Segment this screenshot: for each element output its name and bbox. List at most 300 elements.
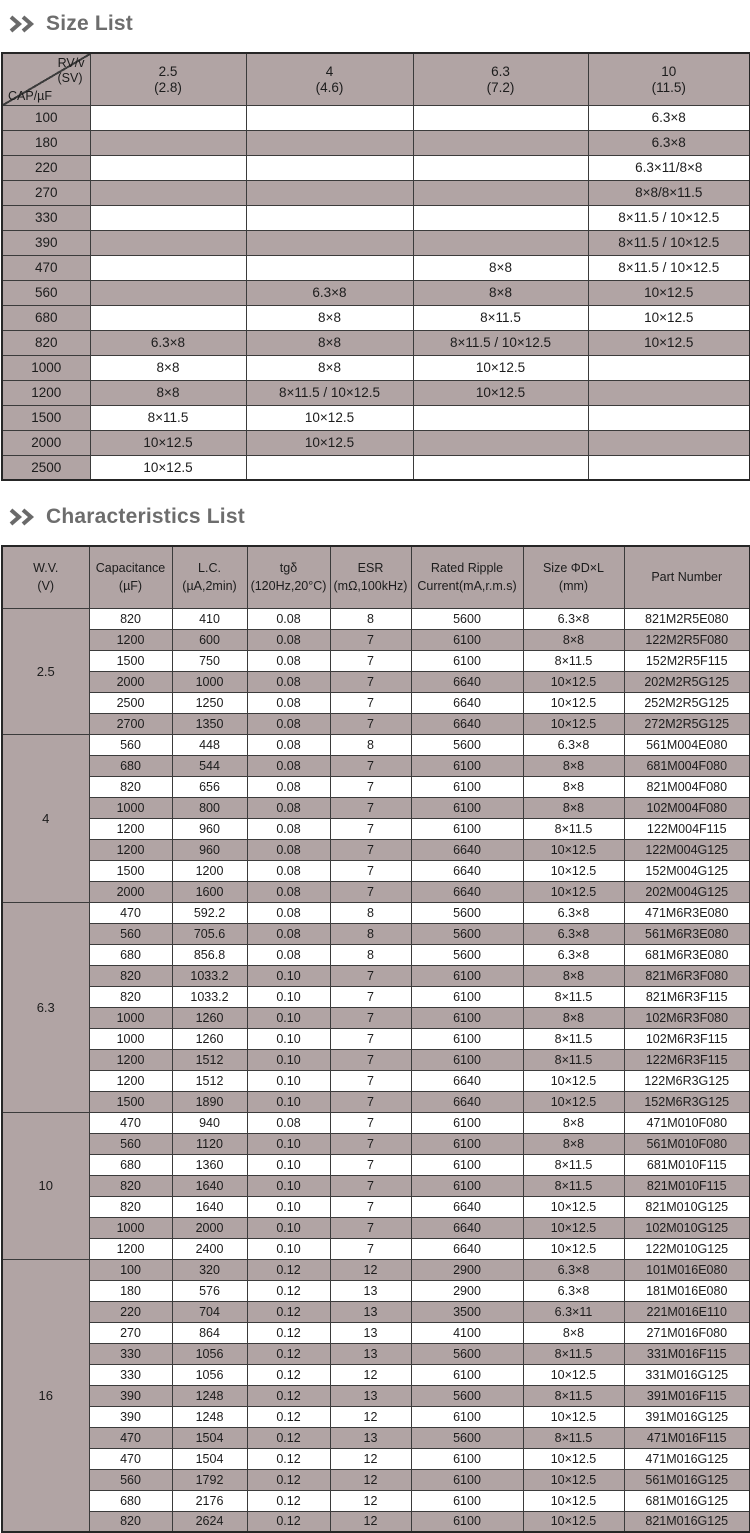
- case-size-cell: 6.3×8: [523, 734, 624, 755]
- esr-cell: 7: [330, 1049, 411, 1070]
- esr-cell: 8: [330, 923, 411, 944]
- esr-cell: 12: [330, 1490, 411, 1511]
- case-size-cell: 10×12.5: [523, 1490, 624, 1511]
- tgd-cell: 0.08: [247, 755, 330, 776]
- characteristics-table-row: [2, 1154, 750, 1175]
- ripple-current-cell: 6100: [411, 1469, 523, 1490]
- capacitance-cell: 1200: [89, 1049, 172, 1070]
- case-size-cell: 8×11.5: [523, 1385, 624, 1406]
- characteristics-table-row: [2, 1091, 750, 1112]
- col-header-part-number: Part Number: [624, 546, 750, 608]
- double-chevron-icon: [8, 508, 38, 526]
- capacitance-cell: 680: [89, 944, 172, 965]
- tgd-cell: 0.08: [247, 797, 330, 818]
- ripple-current-cell: 6640: [411, 1238, 523, 1259]
- case-size-cell: 10×12.5: [246, 430, 413, 455]
- esr-cell: 7: [330, 1154, 411, 1175]
- capacitance-cell: 2500: [89, 692, 172, 713]
- esr-cell: 7: [330, 650, 411, 671]
- ripple-current-cell: 6100: [411, 818, 523, 839]
- tgd-cell: 0.10: [247, 1238, 330, 1259]
- leakage-current-cell: 1640: [172, 1175, 247, 1196]
- wv-group-cell: 2.5: [2, 608, 89, 734]
- characteristics-table-row: [2, 1175, 750, 1196]
- case-size-cell: 8×11.5: [523, 1427, 624, 1448]
- capacitance-cell: 1200: [89, 818, 172, 839]
- leakage-current-cell: 2000: [172, 1217, 247, 1238]
- case-size-cell: 8×11.5 / 10×12.5: [246, 380, 413, 405]
- characteristics-table-row: [2, 797, 750, 818]
- case-size-cell: [413, 230, 588, 255]
- leakage-current-cell: 1120: [172, 1133, 247, 1154]
- characteristics-table-row: [2, 986, 750, 1007]
- case-size-cell: [246, 155, 413, 180]
- cap-row-header-cell: 2500: [2, 455, 90, 480]
- part-number-cell: 102M6R3F115: [624, 1028, 750, 1049]
- capacitance-cell: 1000: [89, 1007, 172, 1028]
- leakage-current-cell: 856.8: [172, 944, 247, 965]
- capacitance-cell: 1200: [89, 839, 172, 860]
- case-size-cell: 8×8: [523, 629, 624, 650]
- part-number-cell: 102M010G125: [624, 1217, 750, 1238]
- characteristics-table-row: [2, 1301, 750, 1322]
- size-table-row: [2, 130, 750, 155]
- esr-cell: 7: [330, 986, 411, 1007]
- leakage-current-cell: 592.2: [172, 902, 247, 923]
- size-table-row: [2, 380, 750, 405]
- leakage-current-cell: 320: [172, 1259, 247, 1280]
- ripple-current-cell: 6100: [411, 1154, 523, 1175]
- tgd-cell: 0.08: [247, 860, 330, 881]
- case-size-cell: 10×12.5: [588, 330, 750, 355]
- case-size-cell: 8×11.5: [523, 1154, 624, 1175]
- part-number-cell: 252M2R5G125: [624, 692, 750, 713]
- cap-row-header-cell: 470: [2, 255, 90, 280]
- characteristics-table-row: [2, 776, 750, 797]
- tgd-cell: 0.08: [247, 776, 330, 797]
- leakage-current-cell: 800: [172, 797, 247, 818]
- characteristics-table-row: [2, 1322, 750, 1343]
- case-size-cell: [90, 205, 246, 230]
- case-size-cell: 10×12.5: [523, 1448, 624, 1469]
- cap-row-header-cell: 330: [2, 205, 90, 230]
- case-size-cell: [588, 430, 750, 455]
- ripple-current-cell: 6100: [411, 650, 523, 671]
- characteristics-table-row: [2, 1196, 750, 1217]
- esr-cell: 12: [330, 1511, 411, 1532]
- leakage-current-cell: 1504: [172, 1427, 247, 1448]
- capacitance-cell: 2700: [89, 713, 172, 734]
- leakage-current-cell: 2624: [172, 1511, 247, 1532]
- corner-sv-label: (SV): [57, 71, 83, 85]
- characteristics-table-row: [2, 734, 750, 755]
- tgd-cell: 0.08: [247, 944, 330, 965]
- part-number-cell: 331M016G125: [624, 1364, 750, 1385]
- tgd-cell: 0.08: [247, 818, 330, 839]
- tgd-cell: 0.10: [247, 965, 330, 986]
- case-size-cell: 6.3×8: [246, 280, 413, 305]
- leakage-current-cell: 1640: [172, 1196, 247, 1217]
- tgd-cell: 0.12: [247, 1364, 330, 1385]
- esr-cell: 13: [330, 1280, 411, 1301]
- capacitance-cell: 820: [89, 986, 172, 1007]
- part-number-cell: 821M004F080: [624, 776, 750, 797]
- tgd-cell: 0.08: [247, 1112, 330, 1133]
- esr-cell: 8: [330, 608, 411, 629]
- part-number-cell: 122M004F115: [624, 818, 750, 839]
- case-size-cell: 10×12.5: [523, 1406, 624, 1427]
- case-size-cell: 8×11.5: [523, 1028, 624, 1049]
- tgd-cell: 0.10: [247, 1175, 330, 1196]
- capacitance-cell: 820: [89, 965, 172, 986]
- capacitance-cell: 1500: [89, 860, 172, 881]
- case-size-cell: 10×12.5: [523, 1364, 624, 1385]
- part-number-cell: 391M016F115: [624, 1385, 750, 1406]
- case-size-cell: 8×11.5: [413, 305, 588, 330]
- case-size-cell: 6.3×8: [523, 608, 624, 629]
- col-header-lc: L.C. (µA,2min): [172, 546, 247, 608]
- case-size-cell: [246, 105, 413, 130]
- leakage-current-cell: 1056: [172, 1343, 247, 1364]
- case-size-cell: [90, 255, 246, 280]
- tgd-cell: 0.12: [247, 1385, 330, 1406]
- case-size-cell: 6.3×8: [523, 923, 624, 944]
- part-number-cell: 391M016G125: [624, 1406, 750, 1427]
- size-table-row: [2, 255, 750, 280]
- ripple-current-cell: 6640: [411, 839, 523, 860]
- leakage-current-cell: 704: [172, 1301, 247, 1322]
- ripple-current-cell: 6100: [411, 1133, 523, 1154]
- tgd-cell: 0.12: [247, 1301, 330, 1322]
- tgd-cell: 0.10: [247, 1154, 330, 1175]
- case-size-cell: 10×12.5: [588, 280, 750, 305]
- part-number-cell: 561M016G125: [624, 1469, 750, 1490]
- esr-cell: 12: [330, 1259, 411, 1280]
- characteristics-table-body: [2, 608, 750, 1532]
- case-size-cell: 8×8: [523, 1322, 624, 1343]
- characteristics-table-row: [2, 1259, 750, 1280]
- size-table-row: [2, 155, 750, 180]
- size-header-row: [2, 53, 750, 105]
- case-size-cell: [90, 280, 246, 305]
- case-size-cell: 8×11.5: [523, 1175, 624, 1196]
- case-size-cell: [413, 430, 588, 455]
- corner-rv-label: RV/v: [57, 56, 85, 70]
- tgd-cell: 0.12: [247, 1490, 330, 1511]
- case-size-cell: 6.3×8: [90, 330, 246, 355]
- part-number-cell: 821M6R3F080: [624, 965, 750, 986]
- wv-group-cell: 10: [2, 1112, 89, 1259]
- case-size-cell: 8×11.5: [523, 1049, 624, 1070]
- esr-cell: 7: [330, 1175, 411, 1196]
- esr-cell: 7: [330, 1091, 411, 1112]
- esr-cell: 13: [330, 1322, 411, 1343]
- ripple-current-cell: 6640: [411, 1091, 523, 1112]
- tgd-cell: 0.10: [247, 1028, 330, 1049]
- ripple-current-cell: 6100: [411, 1448, 523, 1469]
- case-size-cell: 10×12.5: [523, 860, 624, 881]
- tgd-cell: 0.12: [247, 1511, 330, 1532]
- cap-row-header-cell: 1000: [2, 355, 90, 380]
- leakage-current-cell: 1360: [172, 1154, 247, 1175]
- case-size-cell: 10×12.5: [523, 1469, 624, 1490]
- case-size-cell: 6.3×8: [523, 1280, 624, 1301]
- characteristics-table-row: [2, 839, 750, 860]
- case-size-cell: [90, 155, 246, 180]
- capacitance-cell: 470: [89, 902, 172, 923]
- case-size-cell: [588, 355, 750, 380]
- ripple-current-cell: 5600: [411, 944, 523, 965]
- leakage-current-cell: 1260: [172, 1028, 247, 1049]
- esr-cell: 7: [330, 1238, 411, 1259]
- part-number-cell: 272M2R5G125: [624, 713, 750, 734]
- esr-cell: 8: [330, 734, 411, 755]
- ripple-current-cell: 6100: [411, 776, 523, 797]
- voltage-col-header-4: 4 (4.6): [246, 53, 413, 105]
- cap-row-header-cell: 680: [2, 305, 90, 330]
- tgd-cell: 0.12: [247, 1448, 330, 1469]
- case-size-cell: 8×8: [523, 1133, 624, 1154]
- characteristics-table-row: [2, 1217, 750, 1238]
- leakage-current-cell: 1512: [172, 1049, 247, 1070]
- part-number-cell: 152M6R3G125: [624, 1091, 750, 1112]
- case-size-cell: 6.3×8: [523, 902, 624, 923]
- characteristics-table-row: [2, 1427, 750, 1448]
- size-table-row: [2, 455, 750, 480]
- esr-cell: 7: [330, 965, 411, 986]
- ripple-current-cell: 6100: [411, 797, 523, 818]
- esr-cell: 7: [330, 860, 411, 881]
- esr-cell: 12: [330, 1448, 411, 1469]
- capacitance-cell: 2000: [89, 881, 172, 902]
- case-size-cell: 8×8: [246, 355, 413, 380]
- cap-row-header-cell: 820: [2, 330, 90, 355]
- ripple-current-cell: 6640: [411, 1196, 523, 1217]
- leakage-current-cell: 940: [172, 1112, 247, 1133]
- cap-row-header-cell: 2000: [2, 430, 90, 455]
- case-size-cell: 10×12.5: [588, 305, 750, 330]
- leakage-current-cell: 1033.2: [172, 986, 247, 1007]
- leakage-current-cell: 750: [172, 650, 247, 671]
- tgd-cell: 0.08: [247, 650, 330, 671]
- esr-cell: 7: [330, 755, 411, 776]
- ripple-current-cell: 6640: [411, 671, 523, 692]
- esr-cell: 13: [330, 1301, 411, 1322]
- characteristics-table-row: [2, 629, 750, 650]
- capacitance-cell: 820: [89, 1175, 172, 1196]
- characteristics-table-row: [2, 923, 750, 944]
- case-size-cell: [246, 455, 413, 480]
- case-size-cell: 8×11.5 / 10×12.5: [588, 255, 750, 280]
- case-size-cell: 8×11.5: [523, 650, 624, 671]
- leakage-current-cell: 2176: [172, 1490, 247, 1511]
- capacitance-cell: 1000: [89, 1028, 172, 1049]
- part-number-cell: 152M004G125: [624, 860, 750, 881]
- esr-cell: 7: [330, 1217, 411, 1238]
- ripple-current-cell: 6640: [411, 1217, 523, 1238]
- case-size-cell: 8×8: [523, 797, 624, 818]
- tgd-cell: 0.12: [247, 1259, 330, 1280]
- size-table-row: [2, 330, 750, 355]
- ripple-current-cell: 4100: [411, 1322, 523, 1343]
- case-size-cell: 6.3×8: [588, 105, 750, 130]
- tgd-cell: 0.08: [247, 839, 330, 860]
- characteristics-list-title-label: Characteristics List: [46, 505, 245, 528]
- case-size-cell: 6.3×11/8×8: [588, 155, 750, 180]
- ripple-current-cell: 6100: [411, 1175, 523, 1196]
- tgd-cell: 0.12: [247, 1427, 330, 1448]
- case-size-cell: 10×12.5: [523, 692, 624, 713]
- leakage-current-cell: 448: [172, 734, 247, 755]
- characteristics-table-row: [2, 1448, 750, 1469]
- characteristics-table-row: [2, 1364, 750, 1385]
- part-number-cell: 102M6R3F080: [624, 1007, 750, 1028]
- tgd-cell: 0.08: [247, 881, 330, 902]
- capacitance-cell: 820: [89, 608, 172, 629]
- capacitance-cell: 1000: [89, 1217, 172, 1238]
- tgd-cell: 0.12: [247, 1322, 330, 1343]
- case-size-cell: [90, 180, 246, 205]
- ripple-current-cell: 6100: [411, 1028, 523, 1049]
- size-table-row: [2, 230, 750, 255]
- case-size-cell: [90, 305, 246, 330]
- cap-row-header-cell: 1200: [2, 380, 90, 405]
- voltage-col-header-6v3: 6.3 (7.2): [413, 53, 588, 105]
- leakage-current-cell: 410: [172, 608, 247, 629]
- esr-cell: 7: [330, 881, 411, 902]
- part-number-cell: 561M010F080: [624, 1133, 750, 1154]
- capacitance-cell: 180: [89, 1280, 172, 1301]
- ripple-current-cell: 3500: [411, 1301, 523, 1322]
- leakage-current-cell: 1792: [172, 1469, 247, 1490]
- tgd-cell: 0.08: [247, 734, 330, 755]
- ripple-current-cell: 6100: [411, 1406, 523, 1427]
- case-size-cell: [588, 380, 750, 405]
- leakage-current-cell: 1056: [172, 1364, 247, 1385]
- case-size-cell: 10×12.5: [523, 713, 624, 734]
- characteristics-table-row: [2, 1070, 750, 1091]
- wv-group-cell: 16: [2, 1259, 89, 1532]
- part-number-cell: 122M010G125: [624, 1238, 750, 1259]
- ripple-current-cell: 6100: [411, 629, 523, 650]
- characteristics-table-row: [2, 1007, 750, 1028]
- case-size-cell: [413, 180, 588, 205]
- case-size-cell: 8×11.5: [523, 818, 624, 839]
- size-table-row: [2, 205, 750, 230]
- tgd-cell: 0.08: [247, 923, 330, 944]
- cap-row-header-cell: 100: [2, 105, 90, 130]
- characteristics-table-row: [2, 1028, 750, 1049]
- size-list-title-label: Size List: [46, 12, 133, 35]
- characteristics-table-row: [2, 755, 750, 776]
- tgd-cell: 0.08: [247, 608, 330, 629]
- size-table-row: [2, 430, 750, 455]
- part-number-cell: 122M6R3G125: [624, 1070, 750, 1091]
- leakage-current-cell: 960: [172, 818, 247, 839]
- tgd-cell: 0.10: [247, 1070, 330, 1091]
- characteristics-table-row: [2, 1238, 750, 1259]
- esr-cell: 13: [330, 1343, 411, 1364]
- characteristics-table-row: [2, 1280, 750, 1301]
- capacitance-cell: 1500: [89, 1091, 172, 1112]
- col-header-esr: ESR (mΩ,100kHz): [330, 546, 411, 608]
- ripple-current-cell: 5600: [411, 608, 523, 629]
- cap-row-header-cell: 390: [2, 230, 90, 255]
- tgd-cell: 0.12: [247, 1343, 330, 1364]
- case-size-cell: 8×8: [523, 1007, 624, 1028]
- esr-cell: 7: [330, 1112, 411, 1133]
- characteristics-table-row: [2, 902, 750, 923]
- part-number-cell: 102M004F080: [624, 797, 750, 818]
- part-number-cell: 202M004G125: [624, 881, 750, 902]
- capacitance-cell: 1000: [89, 797, 172, 818]
- cap-row-header-cell: 180: [2, 130, 90, 155]
- case-size-cell: [413, 455, 588, 480]
- case-size-cell: [588, 405, 750, 430]
- leakage-current-cell: 1000: [172, 671, 247, 692]
- capacitance-cell: 1500: [89, 650, 172, 671]
- part-number-cell: 681M016G125: [624, 1490, 750, 1511]
- case-size-cell: 10×12.5: [523, 1511, 624, 1532]
- case-size-cell: 10×12.5: [523, 881, 624, 902]
- part-number-cell: 561M004E080: [624, 734, 750, 755]
- part-number-cell: 101M016E080: [624, 1259, 750, 1280]
- part-number-cell: 821M2R5E080: [624, 608, 750, 629]
- wv-group-cell: 6.3: [2, 902, 89, 1112]
- part-number-cell: 681M010F115: [624, 1154, 750, 1175]
- ripple-current-cell: 6100: [411, 1112, 523, 1133]
- case-size-cell: 10×12.5: [523, 1196, 624, 1217]
- esr-cell: 8: [330, 902, 411, 923]
- capacitance-cell: 1200: [89, 1238, 172, 1259]
- case-size-cell: 10×12.5: [523, 671, 624, 692]
- esr-cell: 13: [330, 1427, 411, 1448]
- case-size-cell: 8×8: [523, 776, 624, 797]
- leakage-current-cell: 960: [172, 839, 247, 860]
- case-size-cell: [246, 130, 413, 155]
- case-size-cell: [413, 105, 588, 130]
- characteristics-header-row: [2, 546, 750, 608]
- tgd-cell: 0.12: [247, 1406, 330, 1427]
- characteristics-table-row: [2, 650, 750, 671]
- characteristics-table-row: [2, 881, 750, 902]
- part-number-cell: 271M016F080: [624, 1322, 750, 1343]
- case-size-cell: [90, 105, 246, 130]
- capacitance-cell: 560: [89, 734, 172, 755]
- characteristics-table-row: [2, 671, 750, 692]
- size-list-table: [1, 52, 750, 481]
- ripple-current-cell: 5600: [411, 734, 523, 755]
- part-number-cell: 821M010G125: [624, 1196, 750, 1217]
- case-size-cell: 8×11.5 / 10×12.5: [588, 205, 750, 230]
- ripple-current-cell: 6100: [411, 1490, 523, 1511]
- part-number-cell: 821M010F115: [624, 1175, 750, 1196]
- esr-cell: 7: [330, 776, 411, 797]
- characteristics-table-row: [2, 818, 750, 839]
- characteristics-table-row: [2, 860, 750, 881]
- characteristics-table-row: [2, 1469, 750, 1490]
- leakage-current-cell: 705.6: [172, 923, 247, 944]
- characteristics-table-row: [2, 944, 750, 965]
- ripple-current-cell: 6100: [411, 755, 523, 776]
- capacitance-cell: 820: [89, 776, 172, 797]
- characteristics-table-row: [2, 692, 750, 713]
- leakage-current-cell: 576: [172, 1280, 247, 1301]
- case-size-cell: 10×12.5: [246, 405, 413, 430]
- size-table-body: [2, 105, 750, 480]
- case-size-cell: 8×8: [523, 1112, 624, 1133]
- tgd-cell: 0.10: [247, 1049, 330, 1070]
